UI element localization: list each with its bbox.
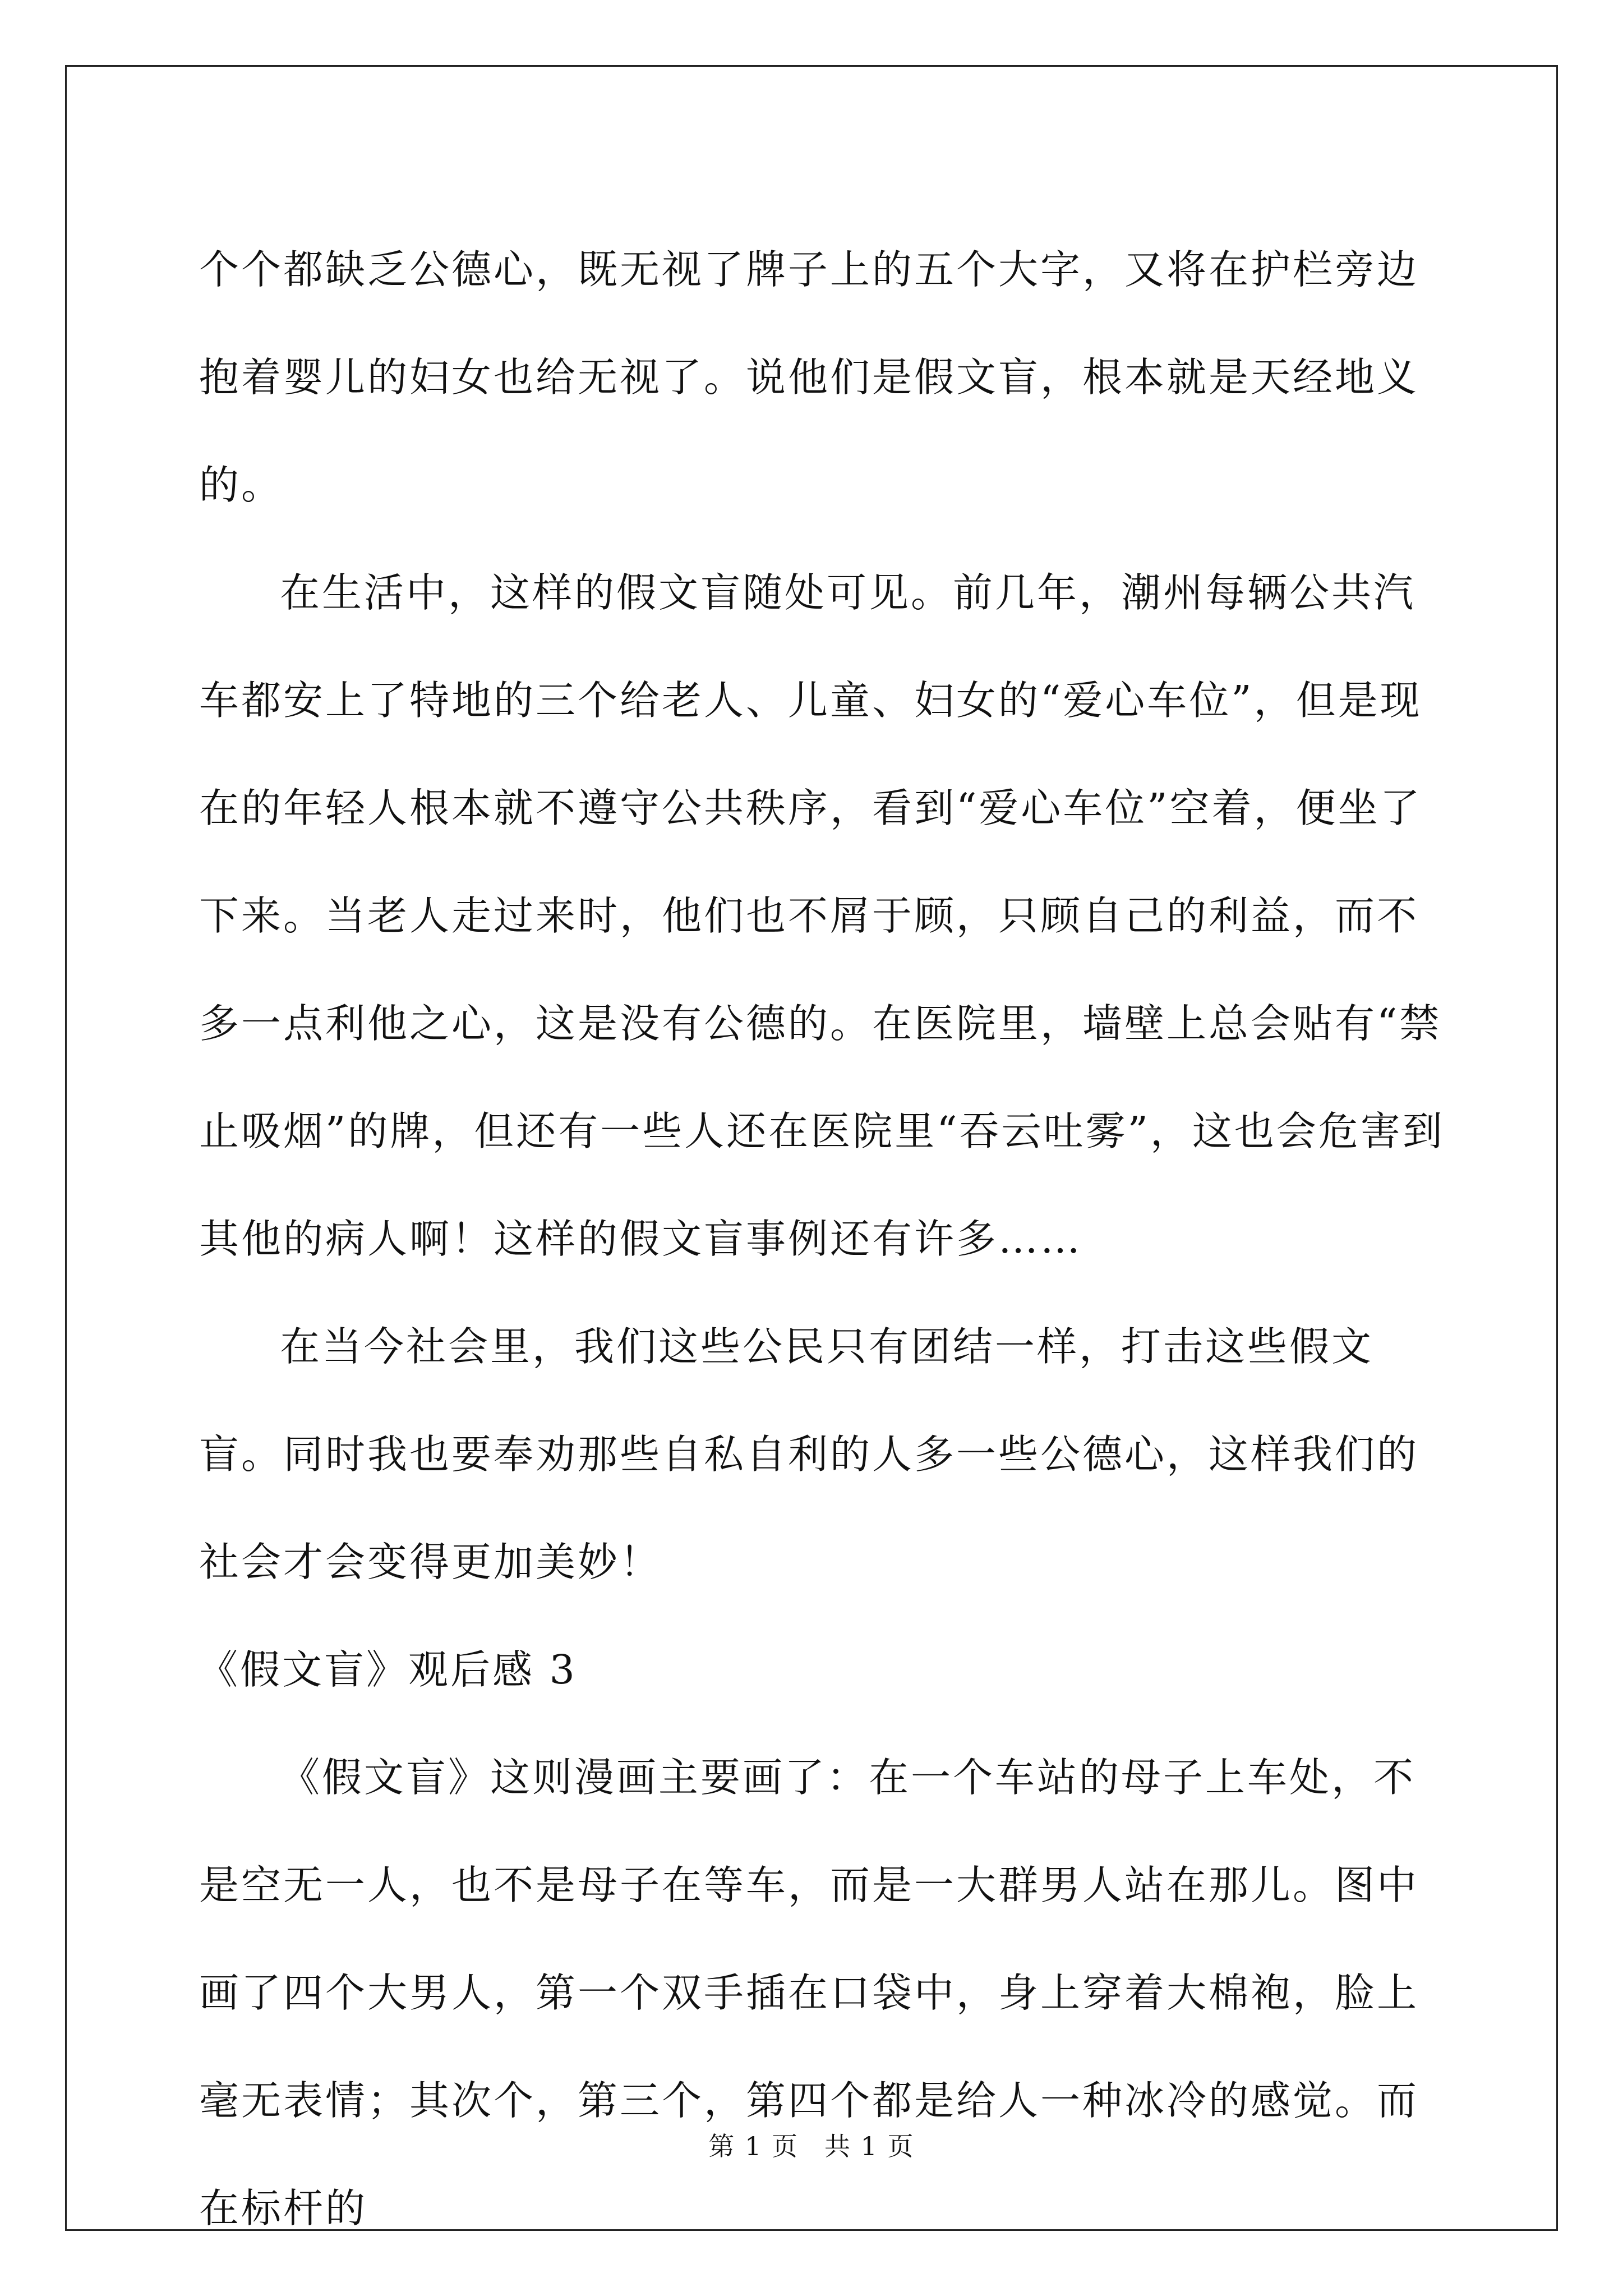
section-heading: 《假文盲》观后感 3 (198, 1646, 577, 1693)
paragraph-2: 在生活中，这样的假文盲随处可见。前几年，潮州每辆公共汽车都安上了特地的三个给老人、儿童、妇女的“爱心车位”，但是现在的年轻人根本就不遵守公共秩序，看到“爱心车位”空着，便坐了下来。当老人走过来时，他们也不屑于顾，只顾自己的利益，而不多一点利他之心，这是没有公德的。在医院里，墙壁上总会贴有“禁止吸烟”的牌，但还有一些人还在医院里“吞云吐雾”，这也会危害到其他的病人啊！这样的假文盲事例还有许多…… (199, 569, 1445, 1262)
document-body (199, 216, 1450, 2262)
paragraph-3: 在当今社会里，我们这些公民只有团结一样，打击这些假文盲。同时我也要奉劝那些自私自利的人多一些公德心，这样我们的社会才会变得更加美妙！ (199, 1323, 1419, 1585)
page-number: 第 1 页 (708, 2131, 799, 2161)
page-footer (0, 2126, 1623, 2163)
paragraph-4: 《假文盲》这则漫画主要画了：在一个车站的母子上车处，不是空无一人，也不是母子在等车，而是一大群男人站在那儿。图中画了四个大男人，第一个双手插在口袋中，身上穿着大棉袍，脸上毫无表情；其次个，第三个，第四个都是给人一种冰冷的感觉。而在标杆的 (199, 1754, 1419, 2231)
paragraph-1: 个个都缺乏公德心，既无视了牌子上的五个大字，又将在护栏旁边抱着婴儿的妇女也给无视了。说他们是假文盲，根本就是天经地义的。 (199, 246, 1419, 508)
page-total: 共 1 页 (824, 2131, 915, 2161)
